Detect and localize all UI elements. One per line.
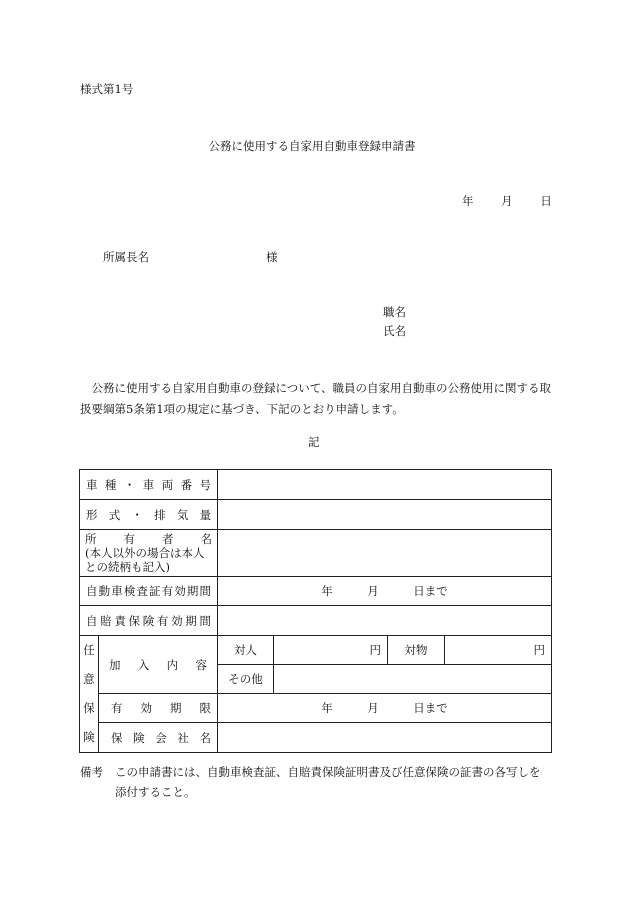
- inspection-period-label: 自動車検査証有効期間: [80, 577, 218, 606]
- table-row: [80, 577, 552, 606]
- addressee-label: 所属長名: [103, 250, 149, 264]
- liability-period-field[interactable]: [218, 606, 552, 636]
- body-text: 公務に使用する自家用自動車の登録について、職員の自家用自動車の公務使用に関する取扱要綱第5条第1項の規定に基づき、下記のとおり申請します。: [80, 381, 552, 416]
- date-month: 月: [501, 194, 513, 208]
- table-row: [80, 606, 552, 636]
- table-row: [80, 636, 552, 665]
- voluntary-char: 保: [83, 701, 95, 715]
- name-label: 氏名: [383, 324, 406, 338]
- owner-label-line2: (本人以外の場合は本人: [85, 546, 205, 560]
- voluntary-char: 険: [83, 730, 95, 744]
- table-row: [80, 694, 552, 723]
- owner-label: [80, 530, 218, 577]
- model-displacement-label: 形式・排気量: [80, 500, 218, 530]
- table-row: [80, 500, 552, 530]
- notes-line1: この申請書には、自動車検査証、自賠責保険証明書及び任意保険の証書の各写しを: [115, 765, 541, 779]
- insurer-label: 保険会社名: [99, 723, 218, 753]
- table-row: [80, 470, 552, 500]
- date-day: 日: [540, 194, 552, 208]
- application-table: [79, 469, 552, 753]
- bodily-label: 対人: [218, 636, 274, 665]
- addressee: [103, 249, 278, 265]
- document-title: 公務に使用する自家用自動車登録申請書: [208, 139, 416, 153]
- post-label: 職名: [383, 305, 406, 319]
- insurer-field[interactable]: [218, 723, 552, 753]
- date-year: 年: [462, 194, 474, 208]
- validity-label: 有効期限: [99, 694, 218, 723]
- date-line: [462, 193, 552, 209]
- notes-header: 備考: [80, 765, 103, 779]
- other-label: その他: [218, 665, 274, 694]
- property-field[interactable]: 円: [445, 636, 552, 665]
- notes-line2: 添付すること。: [115, 785, 196, 799]
- table-row: [80, 723, 552, 753]
- form-number: 様式第1号: [80, 82, 134, 96]
- property-label: 対物: [388, 636, 445, 665]
- voluntary-insurance-label: [80, 636, 99, 753]
- ki-marker: 記: [308, 435, 320, 449]
- vehicle-type-label: 車種・車両番号: [80, 470, 218, 500]
- liability-period-label: 自賠責保険有効期間: [80, 606, 218, 636]
- table-row: [80, 530, 552, 577]
- owner-label-line3: との続柄も記入): [85, 560, 170, 574]
- bodily-field[interactable]: 円: [274, 636, 388, 665]
- addressee-honorific: 様: [266, 250, 278, 264]
- vehicle-type-field[interactable]: [218, 470, 552, 500]
- validity-field[interactable]: 年 月 日まで: [218, 694, 552, 723]
- model-displacement-field[interactable]: [218, 500, 552, 530]
- voluntary-char: 意: [83, 672, 95, 686]
- coverage-label: 加入内容: [99, 636, 218, 694]
- other-field[interactable]: [274, 665, 552, 694]
- voluntary-char: 任: [83, 643, 95, 657]
- inspection-period-field[interactable]: 年 月 日まで: [218, 577, 552, 606]
- owner-label-line1: 所有者名: [85, 532, 212, 546]
- owner-field[interactable]: [218, 530, 552, 577]
